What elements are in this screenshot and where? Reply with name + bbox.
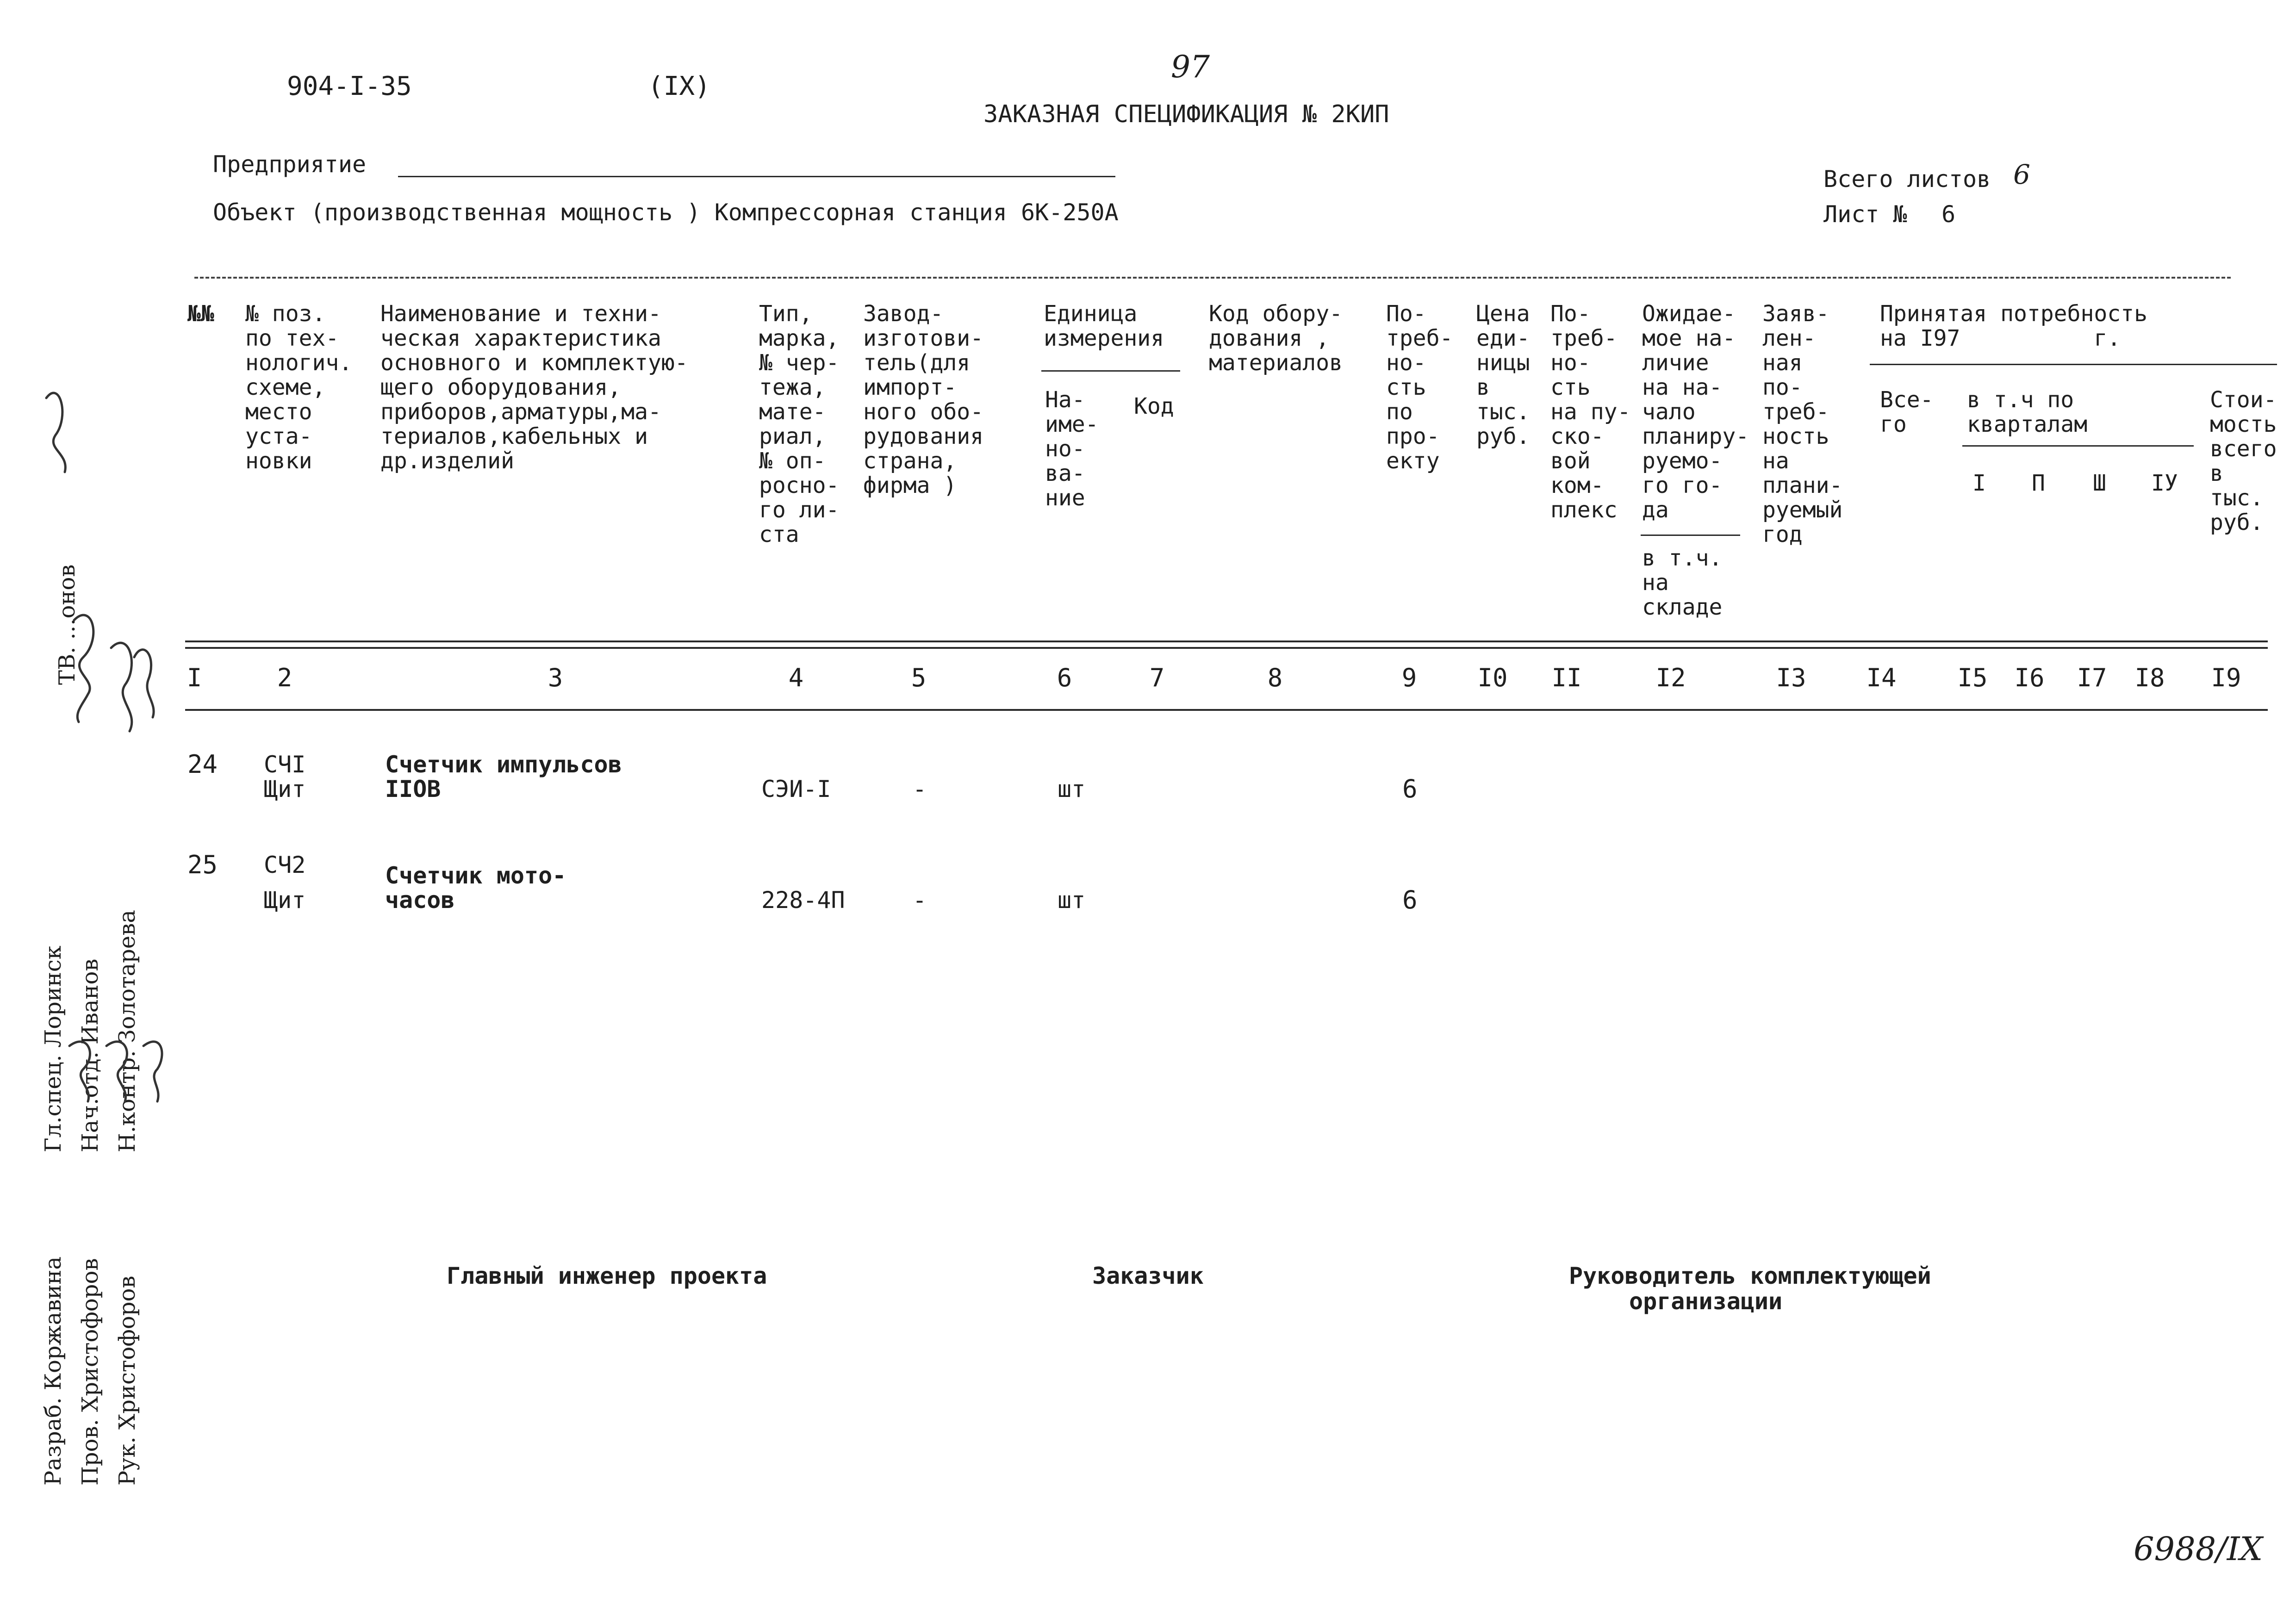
column-number-13: I3	[1776, 663, 1806, 692]
archive-number: 6988/IX	[2134, 1530, 2263, 1568]
column-number-1: I	[187, 663, 202, 692]
row-24-type: СЭИ-I	[761, 776, 831, 802]
stamp-line-checker: Пров. Христофоров	[77, 1258, 103, 1486]
document-code: 904-I-35	[287, 71, 412, 101]
sheet-label: Лист №	[1823, 201, 1907, 228]
column-header-1: №№	[187, 301, 214, 327]
column-group-quarters: в т.ч по кварталам	[1967, 387, 2088, 437]
column-header-13: Заяв- лен- ная по- треб- ность на плани- руемый год	[1762, 301, 1843, 547]
customer-label: Заказчик	[1092, 1262, 1204, 1289]
row-24-name-cont: IIОВ	[385, 776, 441, 802]
stamp-line-fragment: ТВ. ...онов	[54, 564, 80, 685]
column-number-17: I7	[2077, 663, 2107, 692]
document-section: (IX)	[648, 71, 710, 101]
row-25-unit: шт	[1058, 887, 1086, 914]
column-number-18: I8	[2134, 663, 2165, 692]
column-number-3: 3	[548, 663, 563, 692]
sheets-total-label: Всего листов	[1823, 166, 1991, 193]
column-header-3: Наименование и техни- ческая характеристика основного и комплектую- щего оборудования, приборов,арматуры,ма- териалов,кабельных и др.изделий	[380, 301, 688, 474]
column-header-14: Все- го	[1880, 387, 1934, 437]
column-header-15: I	[1972, 470, 1986, 496]
column-header-12: Ожидае- мое на- личие на на- чало планиру- руемо- го го- да	[1642, 301, 1749, 523]
column-header-6: На- име- но- ва- ние	[1045, 387, 1099, 511]
column-header-11: По- треб- но- сть на пу- ско- вой ком- плекс	[1550, 301, 1631, 523]
column-header-19: Стои- мость всего в тыс. руб.	[2210, 387, 2277, 535]
sheets-total-value: 6	[2013, 159, 2030, 190]
column-number-10: I0	[1477, 663, 1508, 692]
column-header-18: IУ	[2151, 470, 2178, 496]
column-numbers-rule	[185, 709, 2268, 711]
row-25-name-cont: часов	[385, 887, 455, 914]
supplier-organization-label: организации	[1629, 1288, 1783, 1315]
column-number-8: 8	[1267, 663, 1283, 692]
column-number-5: 5	[911, 663, 927, 692]
row-24-quantity: 6	[1402, 774, 1418, 803]
column-number-9: 9	[1401, 663, 1417, 692]
column-header-8: Код обору- дования , материалов	[1209, 301, 1343, 376]
row-25-type: 228-4П	[761, 887, 845, 914]
row-25-maker: -	[913, 887, 927, 914]
stamp-line-head: Рук. Христофоров	[114, 1275, 140, 1486]
enterprise-underline	[398, 176, 1115, 177]
stamp-line-department-head: Нач.отд. Иванов	[77, 958, 103, 1152]
column-header-7: Код	[1134, 393, 1174, 419]
column-number-14: I4	[1866, 663, 1897, 692]
row-24-position: СЧI	[264, 751, 306, 778]
table-top-rule	[194, 277, 2231, 279]
header-rule-2	[185, 647, 2268, 649]
object-line: Объект (производственная мощность ) Компрессорная станция 6К-250А	[213, 199, 1119, 226]
column-number-16: I6	[2014, 663, 2045, 692]
units-group-underline	[1041, 370, 1180, 372]
stamp-line-norm-control: Н.контр. Золотарева	[114, 910, 140, 1152]
document-title: ЗАКАЗНАЯ СПЕЦИФИКАЦИЯ № 2КИП	[983, 100, 1389, 128]
column-group-units: Единица измерения	[1044, 301, 1164, 351]
row-25-number: 25	[187, 850, 218, 879]
column-number-12: I2	[1655, 663, 1686, 692]
row-24-position-place: Щит	[264, 776, 306, 802]
row-25-position-place: Щит	[264, 887, 306, 914]
row-24-name: Счетчик импульсов	[385, 751, 622, 778]
column-number-4: 4	[788, 663, 804, 692]
accepted-group-underline	[1870, 364, 2277, 365]
column-number-7: 7	[1149, 663, 1165, 692]
in-stock-underline	[1641, 535, 1740, 536]
column-header-4: Тип, марка, № чер- тежа, мате- риал, № оп- росно- го ли- ста	[759, 301, 840, 547]
row-24-number: 24	[187, 750, 218, 779]
column-number-2: 2	[277, 663, 292, 692]
column-header-17: Ш	[2093, 470, 2106, 496]
stamp-line-developer: Разраб. Коржавина	[40, 1256, 66, 1486]
row-24-maker: -	[913, 776, 927, 802]
column-header-10: Цена еди- ницы в тыс. руб.	[1476, 301, 1530, 449]
chief-engineer-label: Главный инженер проекта	[447, 1262, 767, 1289]
header-rule-1	[185, 640, 2268, 642]
column-number-19: I9	[2211, 663, 2241, 692]
handwritten-signatures	[19, 361, 167, 1175]
column-header-9: По- треб- но- сть по про- екту	[1386, 301, 1453, 474]
row-24-unit: шт	[1058, 776, 1086, 802]
column-subheader-in-stock: в т.ч. на складе	[1642, 545, 1723, 620]
column-number-11: II	[1551, 663, 1582, 692]
column-number-6: 6	[1057, 663, 1072, 692]
stamp-line-chief-specialist: Гл.спец. Лоринск	[40, 945, 66, 1152]
column-header-5: Завод- изготови- тель(для импорт- ного обо- рудования страна, фирма )	[863, 301, 984, 498]
row-25-position: СЧ2	[264, 852, 306, 878]
column-number-15: I5	[1957, 663, 1988, 692]
column-header-16: П	[2032, 470, 2045, 496]
column-header-2: № поз. по тех- нологич. схеме, место уста- новки	[245, 301, 353, 474]
sheet-value: 6	[1941, 201, 1956, 228]
page-number: 97	[1171, 49, 1210, 85]
enterprise-label: Предприятие	[213, 151, 367, 178]
column-group-accepted: Принятая потребность на I97 г.	[1880, 301, 2147, 351]
supplier-head-label: Руководитель комплектующей	[1569, 1262, 1931, 1289]
row-25-quantity: 6	[1402, 885, 1418, 914]
row-25-name: Счетчик мото-	[385, 862, 566, 889]
quarters-group-underline	[1962, 445, 2194, 447]
